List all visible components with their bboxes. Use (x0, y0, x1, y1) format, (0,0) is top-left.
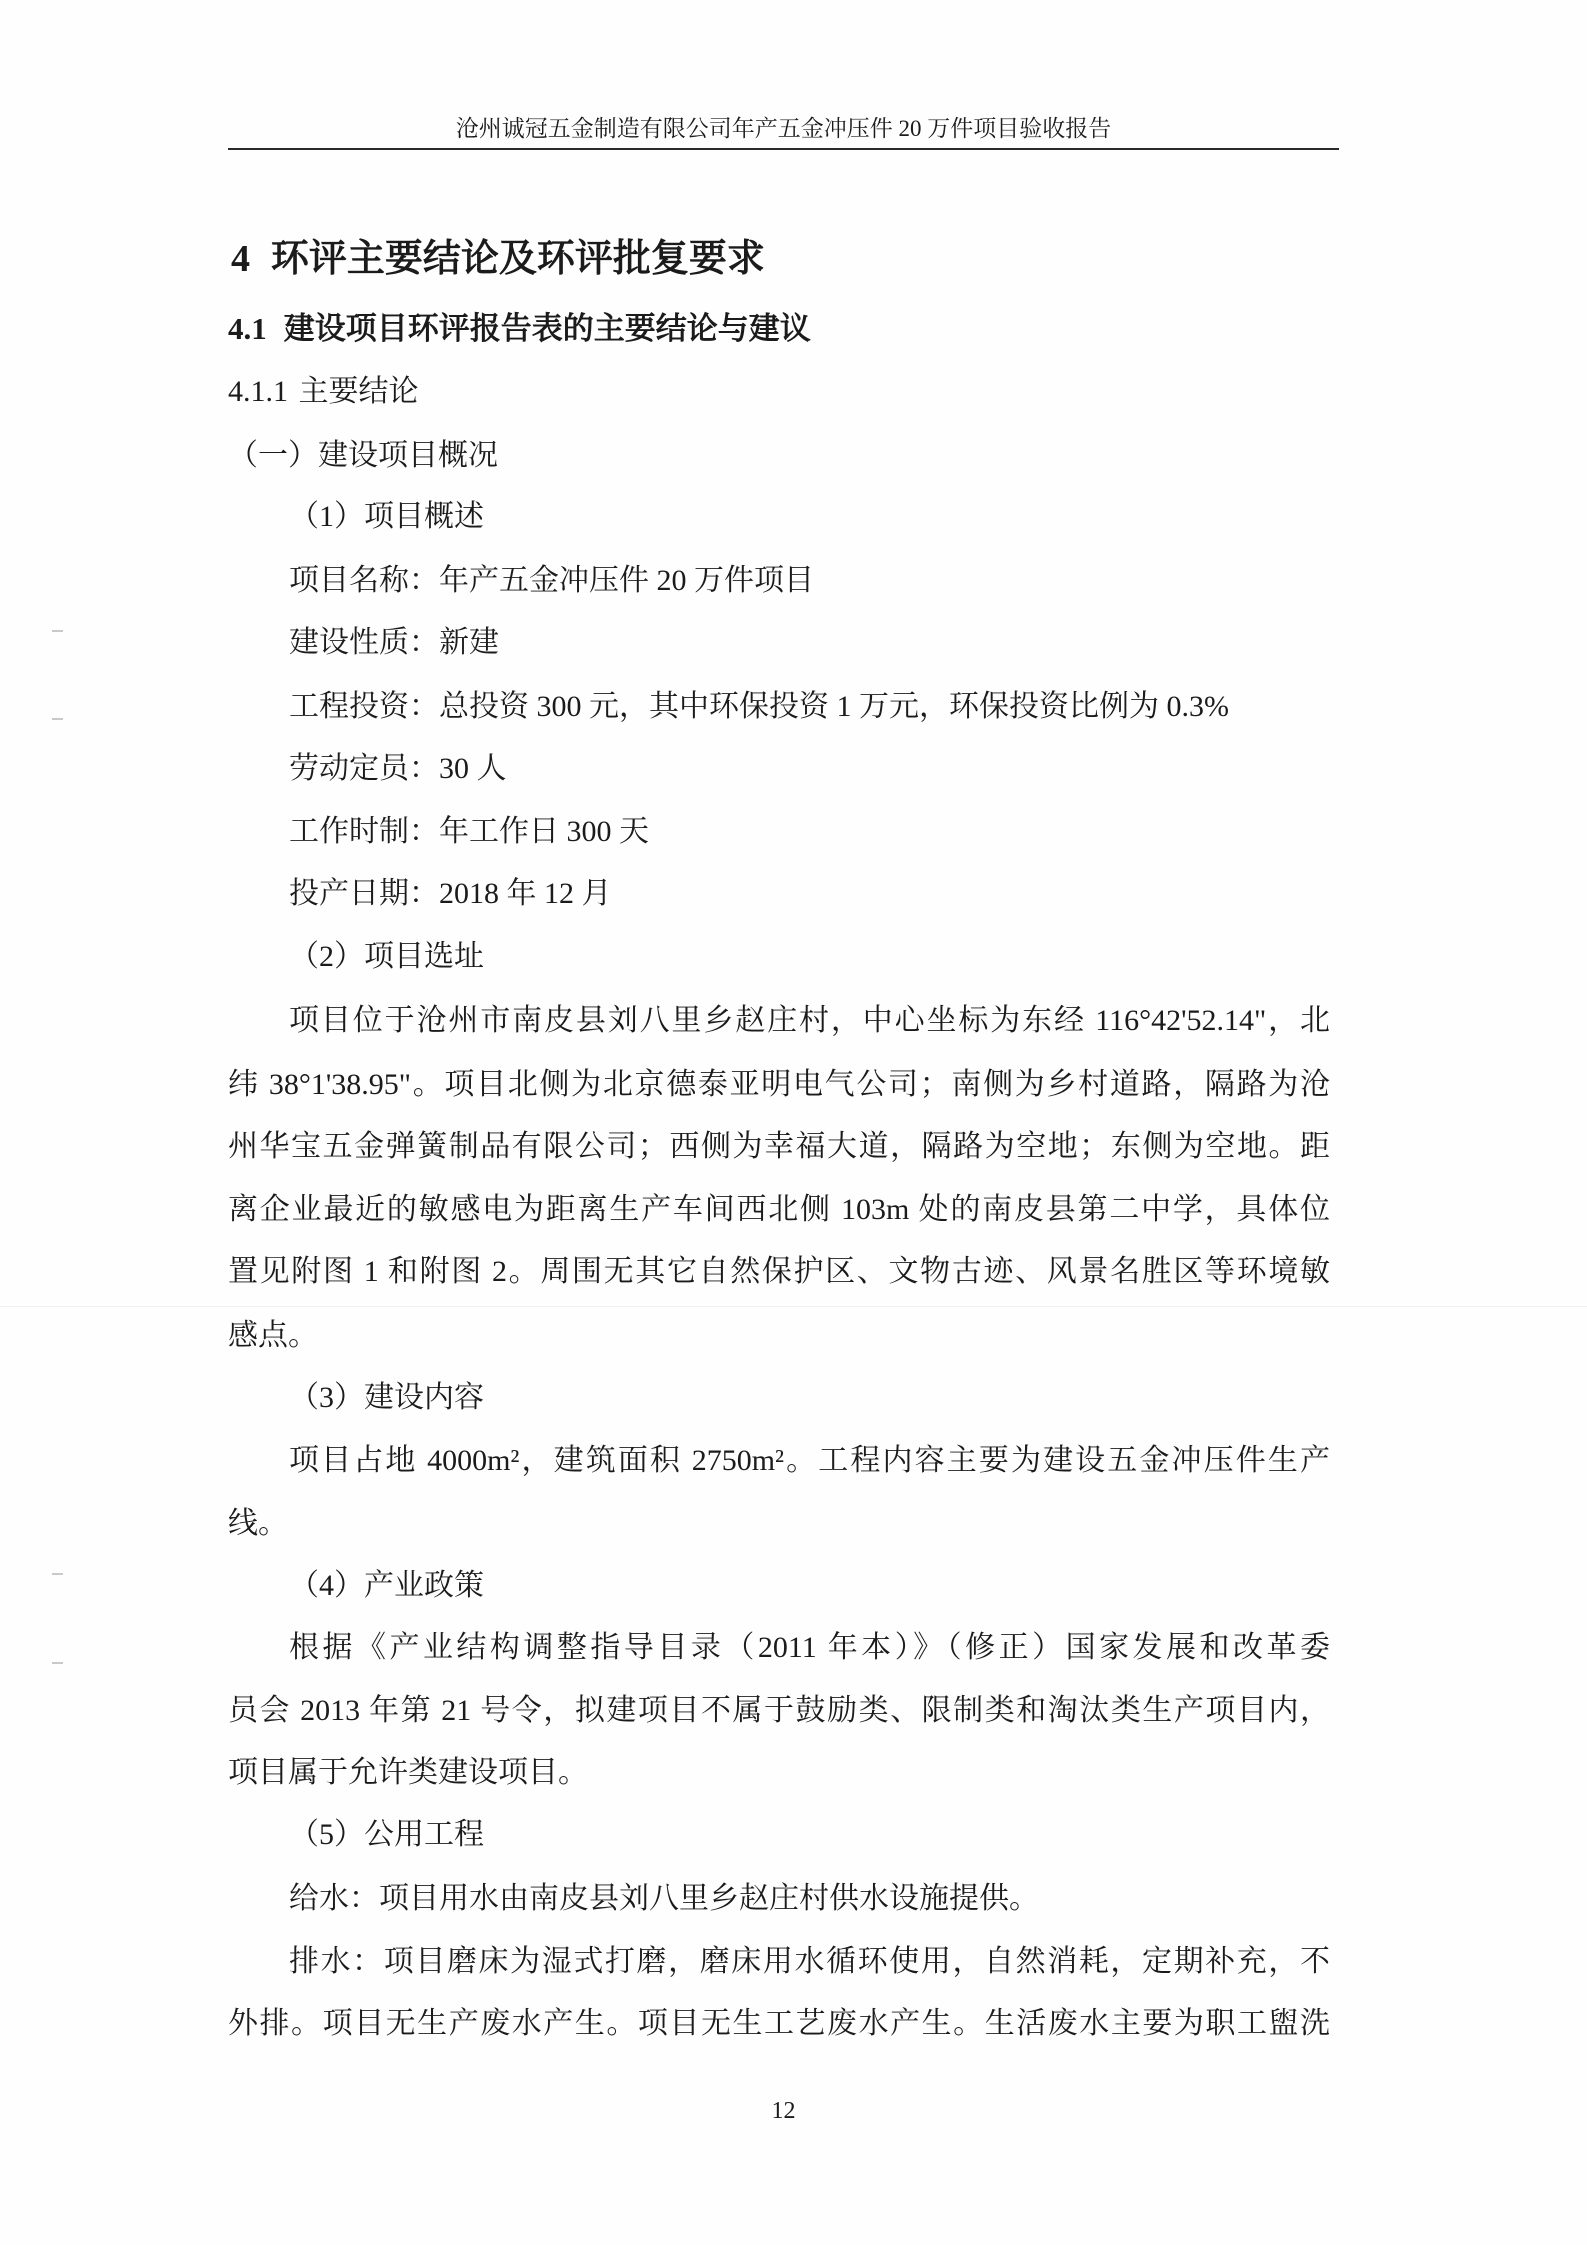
part-heading: （一）建设项目概况 (228, 439, 498, 472)
paragraph-line: 置见附图 1 和附图 2。周围无其它自然保护区、文物古迹、风景名胜区等环境敏 (228, 1255, 1330, 1288)
scan-artifact-line (0, 1306, 1587, 1307)
field-value: 新建 (439, 626, 499, 659)
paragraph-line: 纬 38°1'38.95"。项目北侧为北京德泰亚明电气公司；南侧为乡村道路，隔路为沧 (228, 1068, 1330, 1101)
paragraph-line: 员会 2013 年第 21 号令，拟建项目不属于鼓励类、限制类和淘汰类生产项目内， (228, 1694, 1330, 1727)
subsection-heading (228, 372, 419, 412)
field-value: 年工作日 300 天 (439, 815, 649, 848)
overview-field-project-name (289, 561, 814, 601)
scan-mark (52, 718, 63, 720)
field-value: 30 人 (439, 752, 507, 785)
utilities-heading: （5）公用工程 (289, 1818, 484, 1851)
section-number: 4.1 (228, 311, 267, 346)
field-value: 年产五金冲压件 20 万件项目 (439, 564, 814, 597)
chapter-heading (231, 234, 765, 284)
paragraph-line: 项目属于允许类建设项目。 (228, 1756, 588, 1789)
overview-field-production-date (289, 874, 612, 914)
field-label: 投产日期： (289, 877, 439, 910)
scan-mark (52, 630, 63, 632)
subsection-title: 主要结论 (298, 375, 419, 408)
section-heading (228, 308, 811, 350)
field-label: 工程投资： (289, 690, 439, 723)
paragraph-line: 州华宝五金弹簧制品有限公司；西侧为幸福大道，隔路为空地；东侧为空地。距 (228, 1130, 1330, 1163)
scan-mark (52, 1573, 63, 1575)
overview-heading: （1）项目概述 (289, 500, 484, 533)
running-header: 沧州诚冠五金制造有限公司年产五金冲压件 20 万件项目验收报告 (455, 116, 1112, 141)
paragraph-line: 离企业最近的敏感电为距离生产车间西北侧 103m 处的南皮县第二中学，具体位 (228, 1193, 1330, 1226)
chapter-number: 4 (231, 238, 250, 280)
chapter-title: 环评主要结论及环评批复要求 (270, 238, 765, 280)
location-heading: （2）项目选址 (289, 940, 484, 973)
paragraph-line: 根据《产业结构调整指导目录（2011 年本）》（修正）国家发展和改革委 (289, 1631, 1330, 1664)
field-label: 劳动定员： (289, 752, 439, 785)
drainage-line: 排水：项目磨床为湿式打磨，磨床用水循环使用，自然消耗，定期补充，不 (289, 1945, 1330, 1978)
paragraph-line: 感点。 (228, 1319, 318, 1352)
paragraph-line: 线。 (228, 1507, 288, 1540)
drainage-line: 外排。项目无生产废水产生。项目无生工艺废水产生。生活废水主要为职工盥洗 (228, 2007, 1330, 2040)
subsection-number: 4.1.1 (228, 375, 288, 408)
field-label: 工作时制： (289, 815, 439, 848)
field-value: 总投资 300 元，其中环保投资 1 万元，环保投资比例为 0.3% (439, 690, 1229, 723)
field-label: 项目名称： (289, 564, 439, 597)
policy-heading: （4）产业政策 (289, 1569, 484, 1602)
construction-heading: （3）建设内容 (289, 1381, 484, 1414)
scan-mark (52, 1662, 63, 1664)
section-title: 建设项目环评报告表的主要结论与建议 (283, 311, 811, 346)
field-label: 建设性质： (289, 626, 439, 659)
overview-field-staffing (289, 749, 507, 789)
header-rule (228, 148, 1339, 150)
water-supply-line: 给水：项目用水由南皮县刘八里乡赵庄村供水设施提供。 (289, 1882, 1039, 1915)
page-number: 12 (771, 2098, 796, 2124)
overview-field-investment (289, 687, 1229, 727)
paragraph-line: 项目位于沧州市南皮县刘八里乡赵庄村，中心坐标为东经 116°42'52.14"，北 (289, 1004, 1330, 1037)
field-value: 2018 年 12 月 (439, 877, 612, 910)
overview-field-work-schedule (289, 812, 649, 852)
overview-field-construction-nature (289, 623, 499, 663)
paragraph-line: 项目占地 4000m²，建筑面积 2750m²。工程内容主要为建设五金冲压件生产 (289, 1444, 1330, 1477)
